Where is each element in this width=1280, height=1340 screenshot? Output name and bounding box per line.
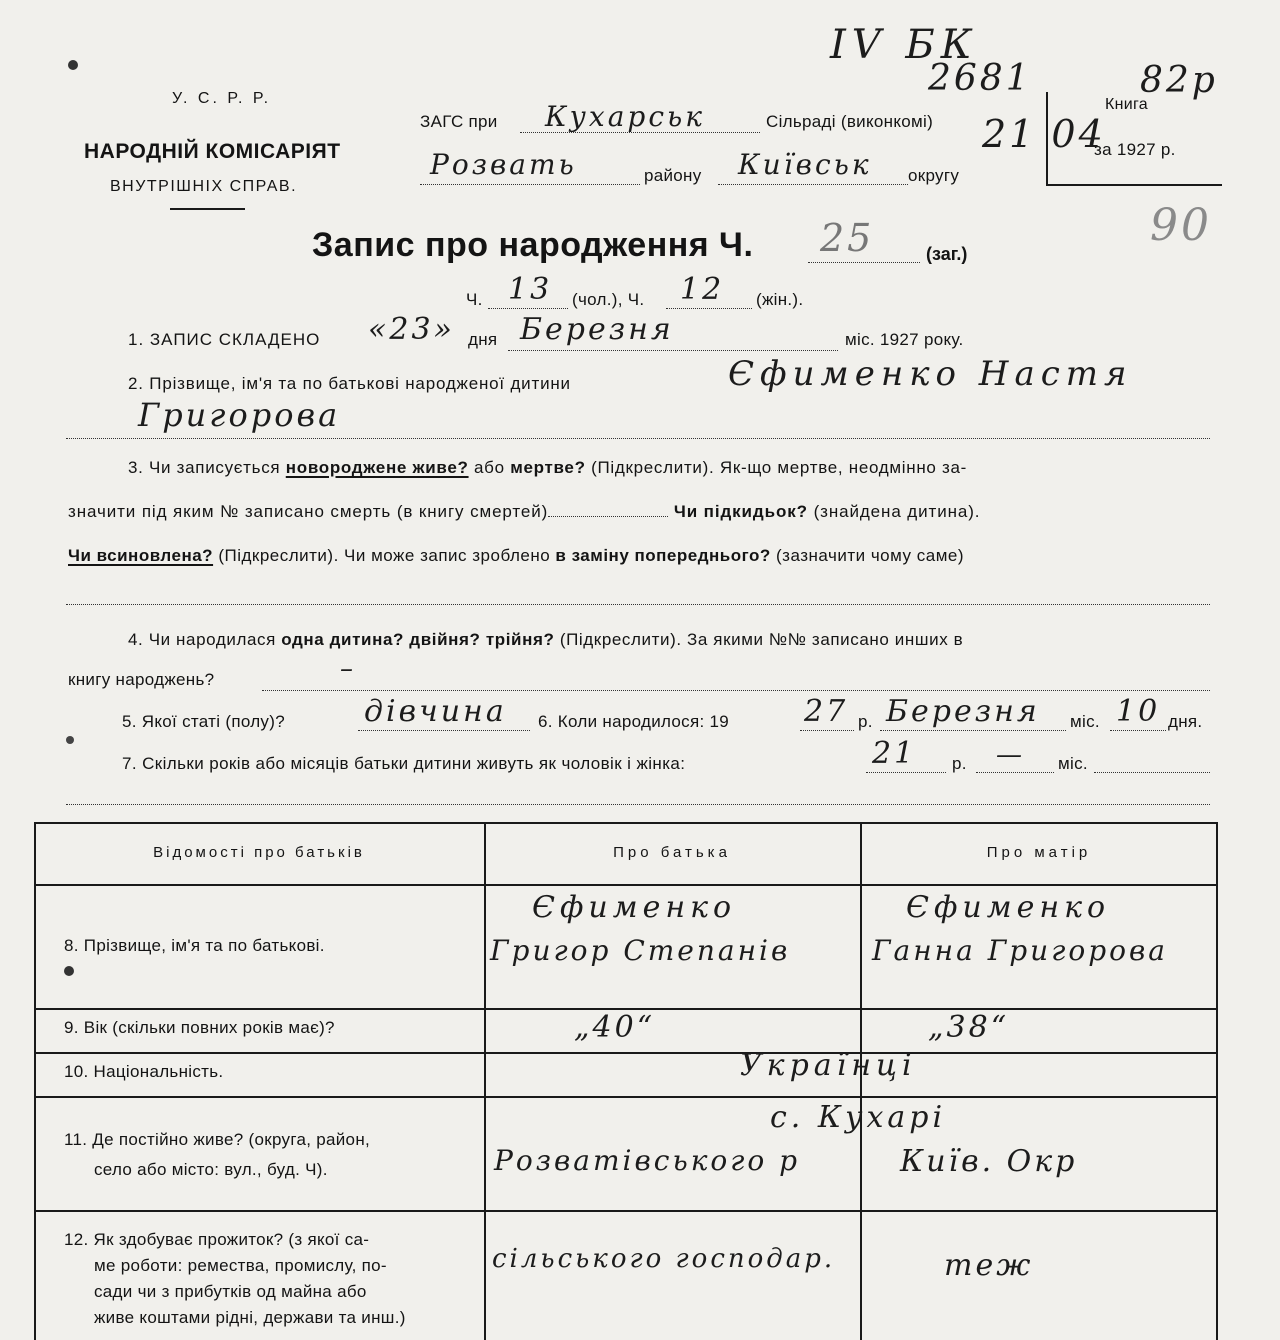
item2-label: 2. Прізвище, ім'я та по батькові народженої дитини [128, 374, 571, 393]
zags-village-handwriting: Кухарськ [545, 100, 705, 133]
row9-mother-age: „38“ [928, 1010, 1010, 1045]
item1-month-handwriting: Березня [520, 312, 674, 347]
item1-prefix: 1. ЗАПИС СКЛАДЕНО [128, 330, 321, 349]
item1-suffix: міс. 1927 року. [845, 330, 964, 349]
row8-father-surname: Єфименко [532, 890, 737, 925]
item3-line1: 3. Чи записується новороджене живе? або мертве? (Підкреслити). Як-що мертве, неодмінно за- [128, 458, 968, 477]
record-number-handwriting: 25 [820, 216, 875, 260]
punch-mark [66, 736, 74, 744]
item6-label: 6. Коли народилося: 19 [538, 712, 730, 731]
item7-months-handwriting: — [996, 740, 1025, 770]
okrug-label: округу [908, 166, 960, 185]
row8-mother-surname: Єфименко [906, 890, 1111, 925]
subtitle-prefix: Ч. [466, 290, 483, 309]
row12-label-line4: живе коштами рідні, держави та инш.) [94, 1308, 406, 1327]
archive-mark-top: IV БК [830, 22, 978, 68]
archive-mark-third: 90 [1150, 200, 1212, 251]
item6-year-label: р. [858, 712, 873, 731]
archive-mark-year: 82р [1140, 60, 1218, 101]
header-divider [170, 208, 245, 210]
item6-day-label: дня. [1168, 712, 1203, 731]
district-handwriting: Розвать [430, 148, 577, 181]
item6-day-handwriting: 10 [1116, 694, 1161, 729]
row12-father-occupation: сільського господар. [492, 1244, 836, 1274]
item3-line2: значити під яким № записано смерть (в книгу смертей) Чи підкидьок? (знайдена дитина). [68, 502, 981, 521]
item4-line2: книгу народжень? [68, 670, 215, 689]
district-label: району [644, 166, 702, 185]
item7-label: 7. Скільки років або місяців батьки дитини живуть як чоловік і жінка: [122, 754, 686, 773]
row11-mother-okrug: Київ. Окр [900, 1144, 1078, 1179]
female-count-handwriting: 12 [680, 272, 725, 307]
male-count-handwriting: 13 [508, 272, 553, 307]
row12-label-line3: сади чи з прибутків од майна або [94, 1282, 367, 1301]
archive-mark-number: 2681 [928, 58, 1032, 99]
row11-label-line1: 11. Де постійно живе? (округа, район, [64, 1130, 371, 1149]
row11-label-line2: село або місто: вул., буд. Ч). [94, 1160, 328, 1179]
header-commissariat: НАРОДНІЙ КОМІСАРІЯТ [84, 140, 341, 163]
row8-mother-name: Ганна Григорова [872, 934, 1168, 967]
item7-years-handwriting: 21 [872, 736, 917, 771]
header-department: ВНУТРІШНІХ СПРАВ. [110, 178, 298, 195]
row12-label-line2: ме роботи: ремества, промислу, по- [94, 1256, 387, 1275]
row8-label: 8. Прізвище, ім'я та по батькові. [64, 936, 325, 955]
archive-mark-second: 21 04 [982, 112, 1106, 156]
item7-months-label: міс. [1058, 754, 1088, 773]
row9-label: 9. Вік (скільки повних років має)? [64, 1018, 335, 1037]
item3-alive-underlined: новороджене живе? [285, 458, 469, 477]
item1-day-label: дня [468, 330, 498, 349]
record-title-suffix: (заг.) [926, 244, 968, 264]
row12-label-line1: 12. Як здобуває прожиток? (з якої са- [64, 1230, 370, 1249]
item3-line3: Чи всиновлена? (Підкреслити). Чи може запис зроблено в заміну попереднього? (зазначити чому саме) [68, 546, 964, 565]
item5-sex-handwriting: дівчина [364, 694, 507, 729]
male-label: (чол.), Ч. [572, 290, 645, 309]
header-ussr: У. С. Р. Р. [172, 90, 272, 107]
row8-father-name: Григор Степанів [490, 934, 791, 967]
table-header-mother: Про матір [986, 844, 1092, 861]
item6-month-label: міс. [1070, 712, 1100, 731]
row12-mother-occupation: теж [944, 1248, 1034, 1283]
row11-village: с. Кухарі [770, 1100, 947, 1135]
okrug-handwriting: Київськ [738, 148, 872, 181]
item6-month-handwriting: Березня [886, 694, 1040, 729]
book-label: Книга [1105, 96, 1148, 113]
item2-name-handwriting: Єфименко Настя [728, 354, 1133, 394]
book-year: за 1927 р. [1094, 140, 1176, 159]
table-header-info: Відомості про батьків [153, 844, 365, 861]
item1-day-handwriting: «23» [368, 312, 455, 347]
item6-year-handwriting: 27 [804, 694, 849, 729]
item4-line1: 4. Чи народилася одна дитина? двійня? трійня? (Підкреслити). За якими №№ записано инших в [128, 630, 964, 649]
table-header-father: Про батька [613, 844, 731, 861]
punch-mark [64, 966, 74, 976]
row9-father-age: „40“ [574, 1010, 656, 1045]
female-label: (жін.). [756, 290, 804, 309]
punch-mark [68, 60, 78, 70]
row10-nationality: Українці [740, 1048, 917, 1083]
zags-prefix: ЗАГС при [420, 112, 498, 131]
record-title: Запис про народження Ч. [312, 226, 754, 264]
item7-years-label: р. [952, 754, 967, 773]
row11-father-district: Розватівського р [494, 1144, 801, 1177]
item4-handwriting: – [340, 654, 356, 684]
row10-label: 10. Національність. [64, 1062, 224, 1081]
item2-name-line2-handwriting: Григорова [138, 396, 341, 434]
zags-suffix: Сільраді (виконкомі) [766, 112, 934, 131]
item5-label: 5. Якої статі (полу)? [122, 712, 285, 731]
